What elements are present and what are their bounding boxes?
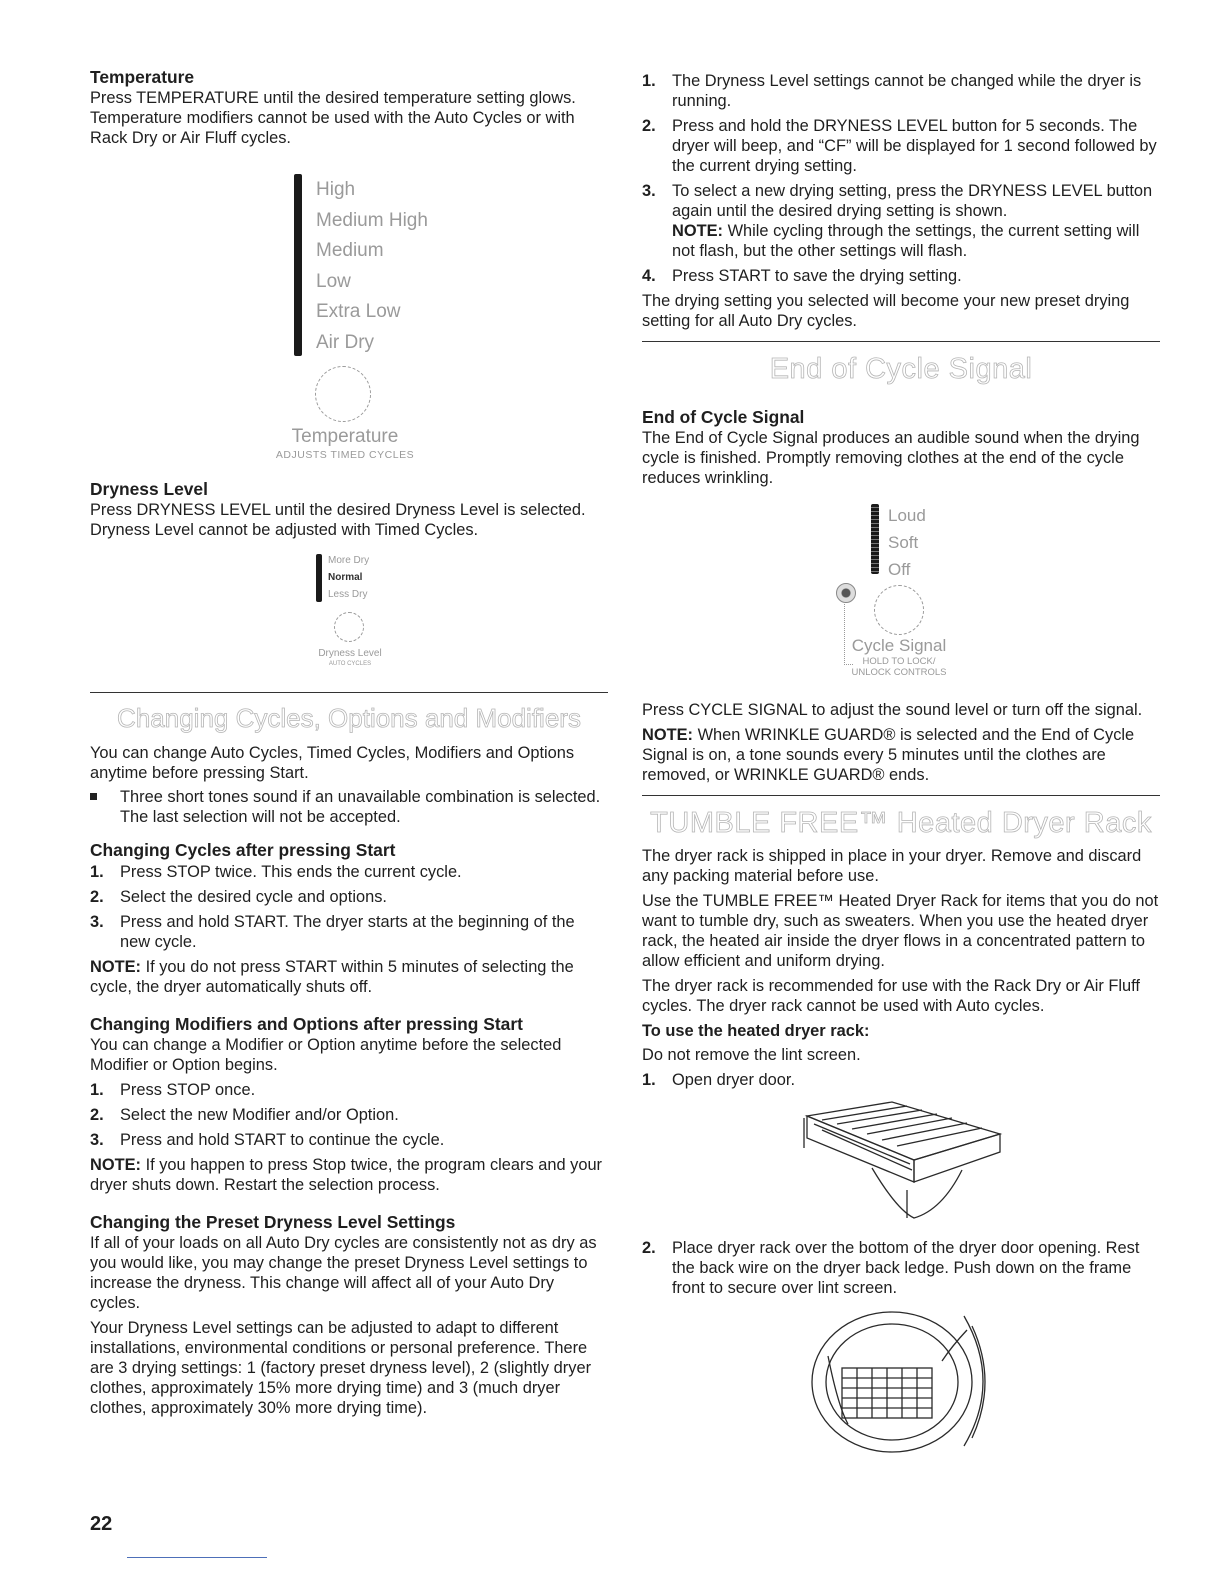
section-title-end-signal: End of Cycle Signal [769,353,1033,385]
temperature-heading: Temperature [90,67,195,87]
rack-in-dryer-image [642,1306,1160,1456]
step-number: 3. [90,913,104,931]
step-number: 1. [90,1081,104,1099]
dryness-indicator-bar [316,554,322,602]
cycle-signal-button-icon [874,585,924,635]
step-text: Press STOP twice. This ends the current cycle. [120,863,462,881]
step-text: The Dryness Level settings cannot be changed while the dryer is running. [672,72,1142,110]
temperature-panel [90,148,608,468]
step-number: 1. [642,72,656,90]
dryness-option-selected: Normal [328,572,363,583]
dryness-body: Press DRYNESS LEVEL until the desired Dryness Level is selected. Dryness Level cannot be adjusted with Timed Cycles. [90,501,586,539]
step-text: Place dryer rack over the bottom of the dryer door opening. Rest the back wire on the dryer back ledge. Push down on the frame front to secure over lint screen. [672,1239,1140,1297]
dryer-rack-image [642,1090,1160,1230]
bullet-marker [90,787,120,827]
temperature-option: Air Dry [316,331,375,353]
list-item [90,1080,608,1100]
changing-bullet [90,787,608,827]
note-label: NOTE: [90,958,141,976]
list-item [642,116,1160,176]
cycle-signal-instruction: Press CYCLE SIGNAL to adjust the sound level or turn off the signal. [642,701,1143,719]
cycle-signal-option: Off [888,560,911,579]
cycle-signal-indicator-bar [871,504,879,574]
list-item [90,862,608,882]
changing-modifiers-intro: You can change a Modifier or Option anytime before the selected Modifier or Option begins. [90,1036,562,1074]
temperature-option: High [316,179,356,200]
step-number: 2. [642,117,656,135]
temperature-indicator-bar [294,174,302,356]
step-number: 1. [642,1071,656,1089]
preset-paragraph: If all of your loads on all Auto Dry cycles are consistently not as dry as you would like, you may change the preset Dryness Level settings to increase the dryness. This change will affect all of your Auto Dry cycles. [90,1234,597,1312]
list-item [90,1130,608,1150]
step-text: Press START to save the drying setting. [672,267,962,285]
section-divider [90,692,608,693]
temperature-option: Extra Low [316,301,401,322]
step-text: Open dryer door. [672,1071,796,1089]
end-signal-note [642,725,1160,785]
temperature-option: Medium [316,240,384,261]
note-label: NOTE: [672,222,723,240]
right-column [642,71,1160,1456]
cycle-signal-panel [642,488,1160,686]
preset-paragraph: Your Dryness Level settings can be adjusted to adapt to different installations, environmental conditions or personal preference. There are 3 drying settings: 1 (factory preset dryness level), 2 (slightly dryer clothes, approximately 15% more drying time) and 3 (much dryer clothes, approximately 30% more drying time). [90,1319,592,1417]
rack-top-frame [807,1102,1000,1160]
preset-outro: The drying setting you selected will become your new preset drying setting for all Auto Dry cycles. [642,292,1130,330]
list-item [642,71,1160,111]
dryness-option-list [328,552,369,603]
temperature-button-sublabel: ADJUSTS TIMED CYCLES [275,449,415,461]
cycle-signal-button-label: Cycle Signal [851,636,947,655]
dryness-option: Less Dry [328,589,368,600]
cycle-signal-option: Soft [888,533,919,552]
step-number: 1. [90,863,104,881]
step-text: To select a new drying setting, press the DRYNESS LEVEL button again until the desired drying setting is shown. [672,182,1153,220]
rack-paragraph: The dryer rack is shipped in place in your dryer. Remove and discard any packing material before use. [642,847,1142,885]
temperature-option: Medium High [316,209,428,231]
step-number: 4. [642,267,656,285]
section-title-rack: TUMBLE FREE™ Heated Dryer Rack [650,807,1152,839]
note-text: While cycling through the settings, the current setting will not flash, but the other settings will flash. [672,222,1140,260]
dryness-button-icon [334,612,364,642]
dryness-button-label: Dryness Level [318,648,382,659]
changing-modifiers-heading: Changing Modifiers and Options after pressing Start [90,1014,523,1034]
temperature-option: Low [316,270,351,292]
changing-cycles-heading: Changing Cycles after pressing Start [90,840,396,860]
cycle-signal-option: Loud [888,506,926,525]
list-item [642,1070,1160,1090]
list-item [90,1105,608,1125]
lock-icon [836,583,856,603]
step-number: 2. [642,1239,656,1257]
section-divider [642,341,1160,342]
temperature-button-label: Temperature [291,426,399,447]
preset-heading: Changing the Preset Dryness Level Settings [90,1212,456,1232]
bullet-text: Three short tones sound if an unavailable combination is selected. The last selection will not be accepted. [120,788,601,826]
changing-cycles-note [90,957,608,997]
note-text: If you happen to press Stop twice, the program clears and your dryer shuts down. Restart the selection process. [90,1156,603,1194]
list-item [90,887,608,907]
dryer-rack-illustration [642,1090,1160,1230]
step-number: 3. [642,182,656,200]
step-number: 3. [90,1131,104,1149]
step-text: Select the desired cycle and options. [120,888,387,906]
note-text: When WRINKLE GUARD® is selected and the End of Cycle Signal is on, a tone sounds every 5 minutes until the clothes are removed, or WRINKLE GUARD® ends. [642,726,1135,784]
list-item [642,1238,1160,1298]
changing-modifiers-note [90,1155,608,1195]
note-label: NOTE: [90,1156,141,1174]
section-divider [642,795,1160,796]
dryness-panel [90,540,608,676]
step-text: Select the new Modifier and/or Option. [120,1106,399,1124]
step-number: 2. [90,1106,104,1124]
temperature-button-icon [315,366,371,422]
cycle-signal-sublabel: HOLD TO LOCK/ [862,656,936,667]
step-content [672,181,1160,261]
step-text: Press and hold START to continue the cycle. [120,1131,445,1149]
dryness-option: More Dry [328,555,370,566]
footer-rule [127,1557,267,1558]
temperature-option-list [316,175,428,358]
rack-in-dryer-illustration [642,1306,1160,1456]
temperature-body: Press TEMPERATURE until the desired temperature setting glows. Temperature modifiers cannot be used with the Auto Cycles or with Rack Dry or Air Fluff cycles. [90,89,576,147]
section-title-changing: Changing Cycles, Options and Modifiers [117,703,581,733]
dryness-heading: Dryness Level [90,479,208,499]
dryer-door-opening [812,1312,972,1452]
note-label: NOTE: [642,726,693,744]
left-column [90,66,608,1418]
dryness-button-sublabel: AUTO CYCLES [328,661,372,667]
end-signal-body: The End of Cycle Signal produces an audible sound when the drying cycle is finished. Promptly removing clothes at the end of the cycle reduces wrinkling. [642,429,1140,487]
changing-intro: You can change Auto Cycles, Timed Cycles, Modifiers and Options anytime before pressing Start. [90,744,575,782]
step-text: Press and hold START. The dryer starts at the beginning of the new cycle. [120,913,575,951]
cycle-signal-sublabel: UNLOCK CONTROLS [851,667,947,678]
step-number: 2. [90,888,104,906]
rack-paragraph: The dryer rack is recommended for use with the Rack Dry or Air Fluff cycles. The dryer rack cannot be used with Auto cycles. [642,977,1140,1015]
cycle-signal-option-list [888,502,926,583]
page-number: 22 [90,1513,113,1535]
step-note [672,221,1160,261]
list-item [642,266,1160,286]
step-text: Press and hold the DRYNESS LEVEL button for 5 seconds. The dryer will beep, and “CF” will be displayed for 1 second followed by the current drying setting. [672,117,1157,175]
note-text: If you do not press START within 5 minutes of selecting the cycle, the dryer automatically shuts off. [90,958,574,996]
rack-paragraph: Use the TUMBLE FREE™ Heated Dryer Rack for items that you do not want to tumble dry, such as sweaters. When you use the heated dryer rack, the heated air inside the dryer flows in a concentrated pattern to allow efficient and uniform drying. [642,892,1159,970]
list-item [642,181,1160,261]
rack-lint-note: Do not remove the lint screen. [642,1046,861,1064]
end-signal-heading: End of Cycle Signal [642,407,805,427]
list-item [90,912,608,952]
rack-use-heading: To use the heated dryer rack: [642,1022,870,1040]
step-text: Press STOP once. [120,1081,256,1099]
